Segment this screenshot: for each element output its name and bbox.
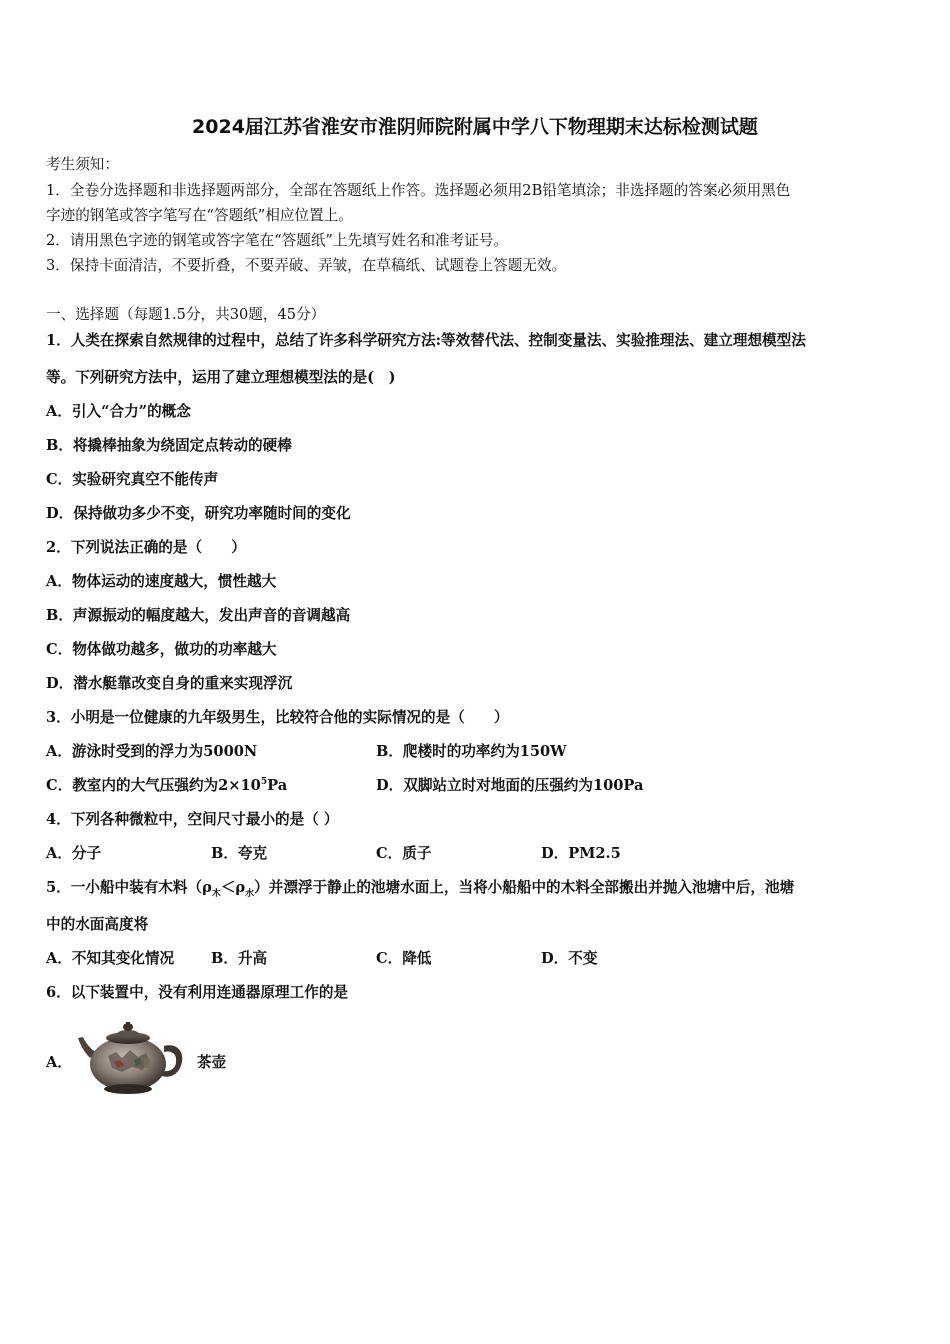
notice-line-4: 3．保持卡面清洁，不要折叠，不要弄破、弄皱，在草稿纸、试题卷上答题无效。 bbox=[46, 257, 567, 274]
page-title: 2024届江苏省淮安市淮阴师院附属中学八下物理期末达标检测试题 bbox=[192, 116, 758, 138]
question-5-line-2: 中的水面高度将 bbox=[46, 916, 149, 933]
question-3-option-c-exponent: 5 bbox=[260, 777, 268, 788]
question-3-option-a: A．游泳时受到的浮力为5000N bbox=[46, 743, 258, 760]
question-2-option-a: A．物体运动的速度越大，惯性越大 bbox=[46, 573, 277, 590]
question-6-option-a-label: A． bbox=[46, 1054, 72, 1071]
question-1-option-c: C．实验研究真空不能传声 bbox=[46, 471, 219, 488]
section-heading: 一、选择题（每题1.5分，共30题，45分） bbox=[46, 306, 326, 323]
question-5-option-c: C．降低 bbox=[376, 950, 432, 967]
question-4-option-b: B．夸克 bbox=[211, 845, 268, 862]
question-3-option-c bbox=[46, 774, 287, 795]
notice-line-2: 字迹的钢笔或答字笔写在“答题纸”相应位置上。 bbox=[46, 207, 353, 224]
question-1-line-2: 等。下列研究方法中，运用了建立理想模型法的是( ) bbox=[46, 369, 396, 386]
question-5-text-c: ）并漂浮于静止的池塘水面上，当将小船船中的木料全部搬出并抛入池塘中后，池塘 bbox=[254, 879, 795, 896]
question-3-option-c-text: C．教室内的大气压强约为2×10 bbox=[46, 777, 261, 794]
question-2-stem: 2．下列说法正确的是（ ） bbox=[46, 539, 246, 556]
question-3-stem: 3．小明是一位健康的九年级男生，比较符合他的实际情况的是（ ） bbox=[46, 709, 509, 726]
question-3-option-c-unit: Pa bbox=[267, 777, 288, 794]
question-5-text-b: ＜ρ bbox=[220, 879, 246, 896]
question-2-option-b: B．声源振动的幅度越大，发出声音的音调越高 bbox=[46, 607, 351, 624]
notice-line-1: 1．全卷分选择题和非选择题两部分，全部在答题纸上作答。选择题必须用2B铅笔填涂；非选择题的答案必须用黑色 bbox=[46, 182, 791, 199]
notice-heading: 考生须知： bbox=[46, 156, 119, 173]
question-5-sub-water: 水 bbox=[245, 888, 255, 899]
question-1-option-a: A．引入“合力”的概念 bbox=[46, 403, 191, 420]
question-1-line-1: 1．人类在探索自然规律的过程中，总结了许多科学研究方法:等效替代法、控制变量法、实验推理法、建立理想模型法 bbox=[46, 332, 806, 349]
question-3-option-b: B．爬楼时的功率约为150W bbox=[376, 743, 567, 760]
question-2-option-c: C．物体做功越多，做功的功率越大 bbox=[46, 641, 277, 658]
question-2-option-d: D．潜水艇靠改变自身的重来实现浮沉 bbox=[46, 675, 293, 692]
question-5-sub-wood: 木 bbox=[211, 888, 221, 899]
question-1-option-b: B．将撬棒抽象为绕固定点转动的硬棒 bbox=[46, 437, 292, 454]
question-4-option-d: D．PM2.5 bbox=[541, 845, 621, 862]
teapot-image bbox=[76, 1012, 188, 1098]
question-5-option-b: B．升高 bbox=[211, 950, 268, 967]
question-4-option-a: A．分子 bbox=[46, 845, 102, 862]
question-4-stem: 4．下列各种微粒中，空间尺寸最小的是（ ） bbox=[46, 811, 339, 828]
question-5-option-a: A．不知其变化情况 bbox=[46, 950, 175, 967]
question-3-option-d: D．双脚站立时对地面的压强约为100Pa bbox=[376, 777, 644, 794]
question-4-option-c: C．质子 bbox=[376, 845, 432, 862]
question-5-text-a: 5．一小船中装有木料（ρ bbox=[46, 879, 212, 896]
question-1-option-d: D．保持做功多少不变，研究功率随时间的变化 bbox=[46, 505, 351, 522]
question-6-stem: 6．以下装置中，没有利用连通器原理工作的是 bbox=[46, 984, 349, 1001]
question-6-option-a-text: 茶壶 bbox=[197, 1054, 227, 1071]
question-5-option-d: D．不变 bbox=[541, 950, 598, 967]
question-5-line-1 bbox=[46, 876, 794, 897]
notice-line-3: 2．请用黑色字迹的钢笔或答字笔在“答题纸”上先填写姓名和准考证号。 bbox=[46, 232, 509, 249]
